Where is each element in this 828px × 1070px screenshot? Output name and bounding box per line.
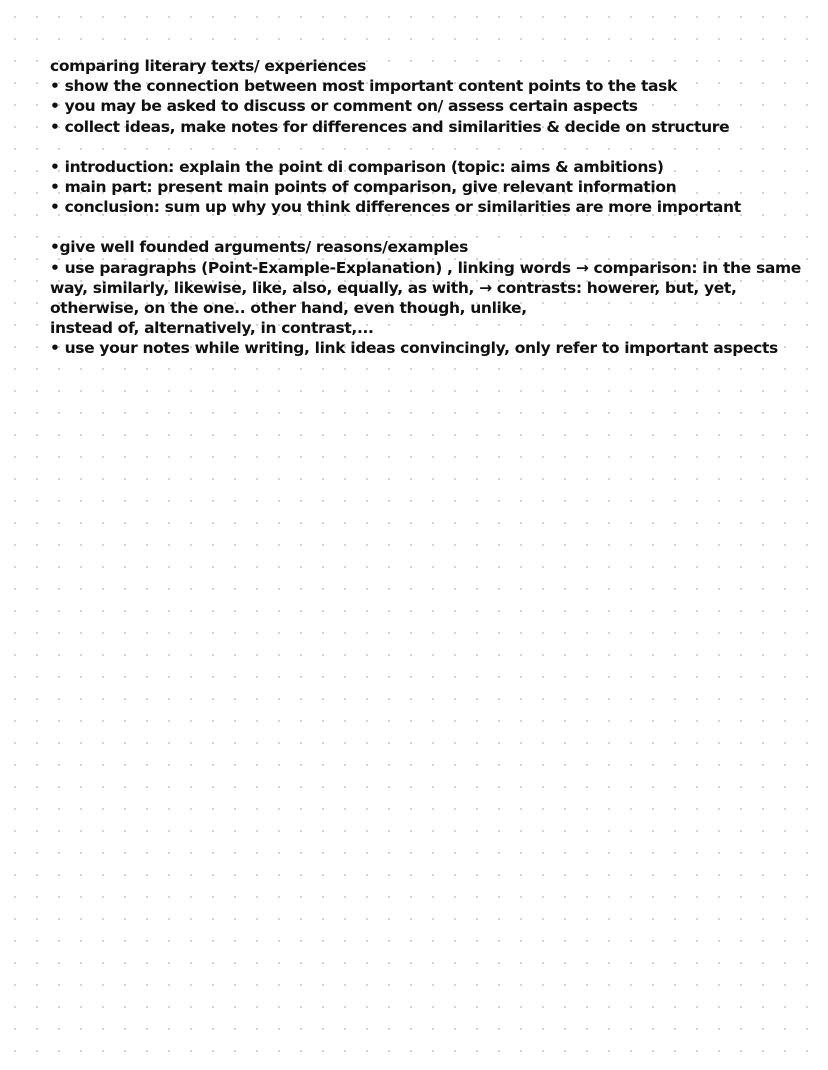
note-bullet-discuss: • you may be asked to discuss or comment on/ assess certain aspects: [50, 97, 638, 116]
note-bullet-connection: • show the connection between most important content points to the task: [50, 77, 677, 96]
note-bullet-paragraphs: • use paragraphs (Point-Example-Explanation) , linking words → comparison: in the same: [50, 258, 801, 277]
note-line-contrast-words-cont: instead of, alternatively, in contrast,...: [50, 319, 374, 338]
note-bullet-conclusion: • conclusion: sum up why you think differences or similarities are more important: [50, 198, 741, 217]
note-bullet-main-part: • main part: present main points of comparison, give relevant information: [50, 178, 677, 197]
note-bullet-introduction: • introduction: explain the point di comparison (topic: aims & ambitions): [50, 157, 664, 176]
handwritten-note-page: [50, 56, 810, 359]
note-line-contrast-words: otherwise, on the one.. other hand, even though, unlike,: [50, 299, 527, 318]
note-bullet-use-notes: • use your notes while writing, link ideas convincingly, only refer to important aspects: [50, 339, 778, 358]
note-bullet-collect-ideas: • collect ideas, make notes for differences and similarities & decide on structure: [50, 117, 730, 136]
note-line-comparison-words: way, similarly, likewise, like, also, equally, as with, → contrasts: howerer, but, yet,: [50, 278, 737, 297]
section-gap: [50, 217, 810, 237]
section-gap: [50, 137, 810, 157]
note-title: comparing literary texts/ experiences: [50, 57, 367, 75]
note-bullet-arguments: •give well founded arguments/ reasons/examples: [50, 238, 468, 257]
